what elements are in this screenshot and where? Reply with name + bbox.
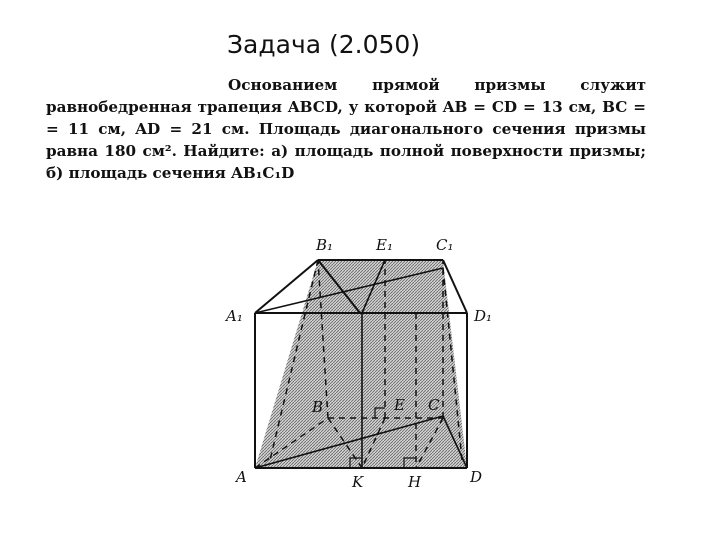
label-a1: A₁: [226, 307, 243, 325]
label-e: E: [394, 396, 405, 414]
label-k: K: [352, 473, 364, 491]
label-h: H: [408, 473, 422, 491]
problem-text: Основанием прямой призмы служит равнобедренная трапеция ABCD, у которой AB = CD = 13 см, BC = = 11 см, AD = 21 см. Площадь диагонального сечения призмы равна 180 см². Найдите: а) площадь полной поверхности призмы; б) площадь сечения AB₁C₁D: [46, 76, 646, 182]
label-c: C: [428, 396, 440, 414]
label-a: A: [236, 468, 247, 486]
label-e1: E₁: [376, 236, 393, 254]
slide-title: Задача (2.050): [227, 30, 421, 59]
label-d1: D₁: [474, 307, 493, 325]
label-c1: C₁: [436, 236, 454, 254]
label-d: D: [470, 468, 483, 486]
section-ab1c1d: [255, 260, 467, 468]
label-b: B: [312, 398, 324, 416]
label-b1: B₁: [316, 236, 334, 254]
